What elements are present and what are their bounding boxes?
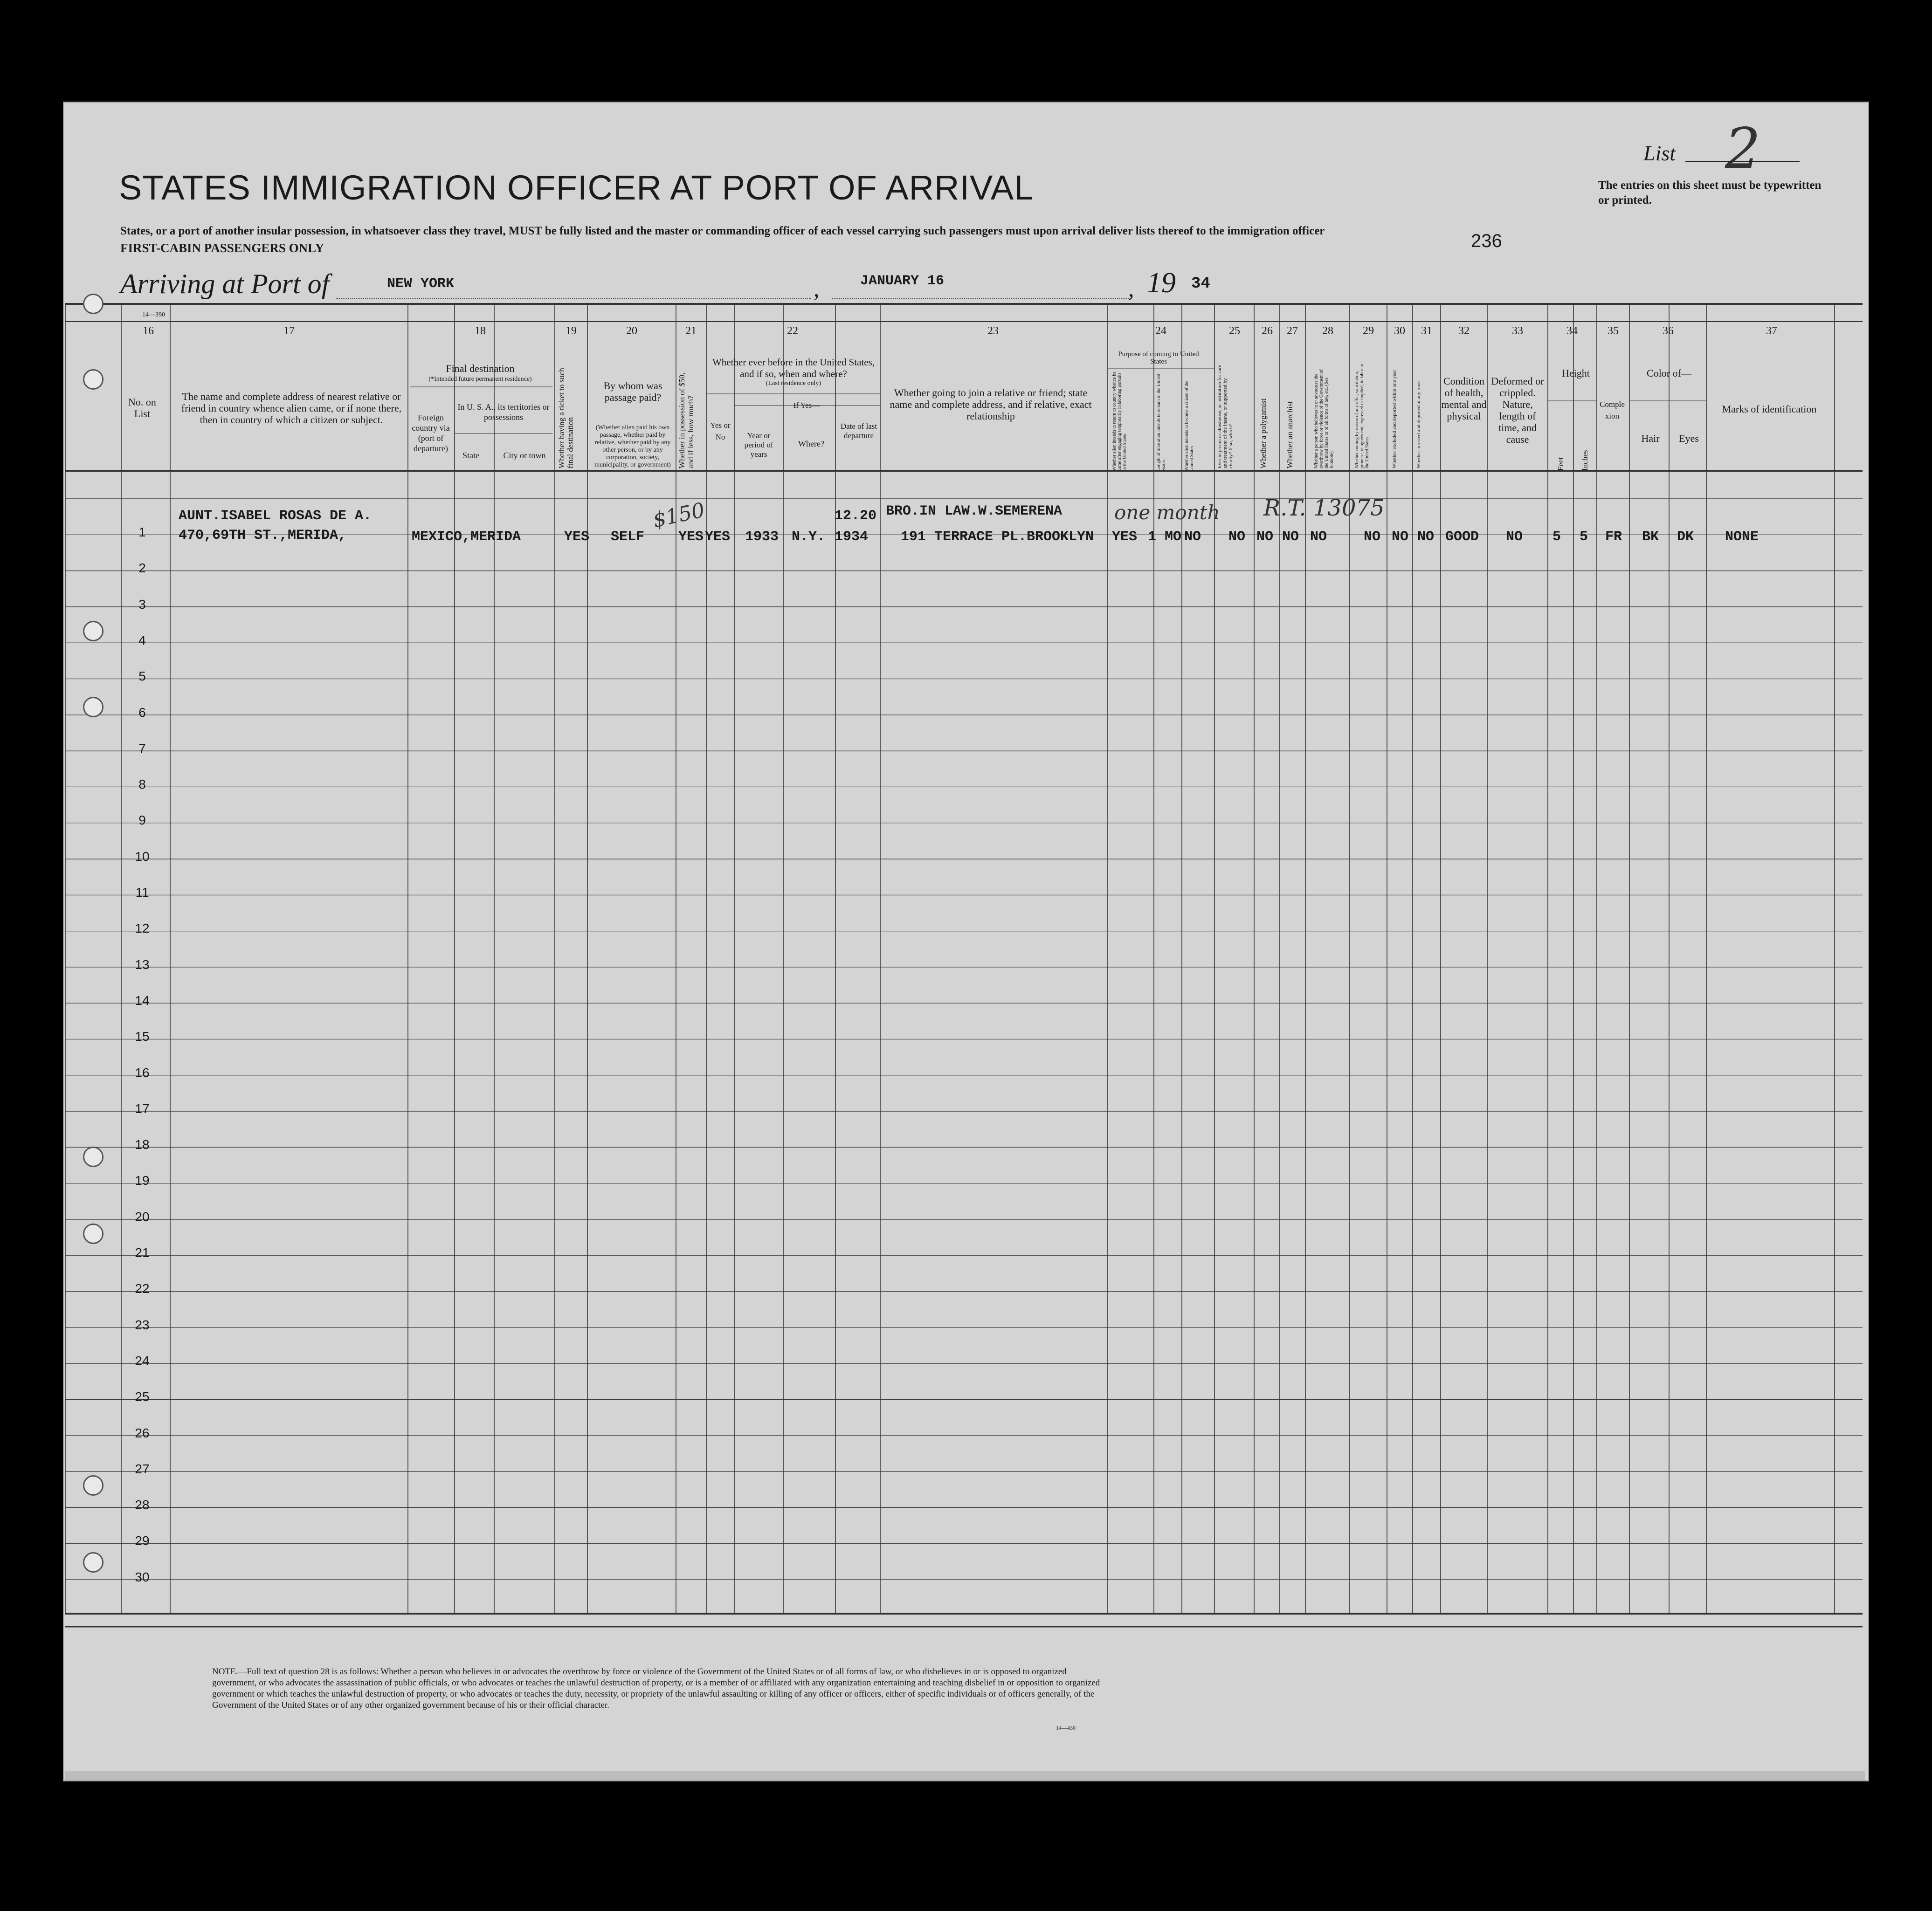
- punch-hole: [83, 1147, 104, 1167]
- row-number: 26: [135, 1425, 150, 1440]
- form-code: 14—390: [142, 311, 165, 318]
- header-deformed: Deformed or crippled. Nature, length of time, and cause: [1491, 375, 1544, 445]
- row-number: 8: [138, 777, 146, 792]
- row-number: 10: [135, 849, 150, 864]
- header-offer-labor: Whether coming by reason of any offer, solicitation, promise, or agreement, expressed or implied, to labor in the United States: [1354, 364, 1370, 468]
- year-suffix: 34: [1191, 275, 1210, 293]
- column-number: 16: [143, 325, 154, 337]
- header-become-citizen: Whether alien intends to become a citizen of the United States: [1184, 380, 1194, 471]
- row-number: 19: [135, 1173, 150, 1188]
- row-number: 9: [138, 813, 146, 828]
- column-number: 29: [1363, 325, 1374, 337]
- header-before-in-us-sub: (Last residence only): [766, 380, 821, 387]
- final-destination: MEXICO,MERIDA: [412, 529, 521, 545]
- column-number: 37: [1766, 325, 1777, 337]
- header-purpose-return: Whether alien intends to return to country whence he came after engaging temporarily in laboring pursuits in the United States: [1112, 371, 1127, 471]
- punch-hole: [83, 1552, 104, 1573]
- header-relative-address: The name and complete address of nearest relative or friend in country whence alien came, or if none there, then in country of which a citizen or subject.: [181, 391, 402, 426]
- ticket: YES: [564, 529, 590, 545]
- handwritten-reference: R.T. 13075: [1263, 495, 1385, 521]
- row-number: 1: [138, 525, 146, 539]
- list-label: List: [1643, 141, 1676, 165]
- money: YES: [678, 529, 704, 545]
- row-number: 4: [138, 632, 146, 647]
- health: GOOD: [1445, 529, 1479, 545]
- header-foreign-country: Foreign country via (port of departure): [412, 413, 450, 453]
- height-feet: 5: [1552, 529, 1561, 545]
- relative-address-line1: AUNT.ISABEL ROSAS DE A.: [179, 508, 372, 524]
- row-number: 25: [135, 1389, 150, 1404]
- header-purpose: Purpose of coming to United States: [1118, 351, 1199, 365]
- punch-hole: [83, 697, 104, 717]
- column-number: 20: [626, 325, 637, 337]
- column-number: 35: [1608, 325, 1619, 337]
- header-before-in-us: Whether ever before in the United States, and if so, when and where?: [712, 357, 875, 379]
- column-number: 28: [1322, 325, 1333, 337]
- header-inches: Inches: [1580, 450, 1589, 471]
- eyes: DK: [1677, 529, 1694, 545]
- row-number: 21: [135, 1245, 150, 1260]
- header-health: Condition of health, mental and physical: [1441, 375, 1487, 422]
- excluded: NO: [1392, 529, 1409, 545]
- footnote-form-code: 14—430: [1056, 1725, 1076, 1731]
- column-number: 21: [685, 325, 697, 337]
- header-where: Where?: [798, 439, 824, 448]
- row-number: 24: [135, 1353, 150, 1368]
- arrested: NO: [1417, 529, 1435, 545]
- date-value: JANUARY 16: [860, 273, 945, 289]
- header-prison: Ever in prison or almshouse, or institution for care and treatment of the insane, or supported by charity? If so, which?: [1217, 364, 1234, 468]
- header-in-usa: In U. S. A., its territories or possessions: [457, 402, 550, 422]
- row-number: 3: [138, 597, 146, 612]
- length-of-stay: 1 MO: [1148, 529, 1182, 545]
- sheet-instructions: The entries on this sheet must be typewritten or printed.: [1598, 179, 1822, 206]
- header-no-on-list: No. on List: [128, 396, 156, 419]
- header-marks: Marks of identification: [1722, 403, 1817, 415]
- row-number: 15: [135, 1029, 150, 1044]
- punch-hole: [83, 1475, 104, 1496]
- row-number: 17: [135, 1101, 150, 1116]
- row-number: 18: [135, 1137, 150, 1152]
- header-color-of: Color of—: [1647, 367, 1691, 379]
- column-number: 26: [1262, 325, 1273, 337]
- punch-hole: [83, 369, 104, 390]
- prison: NO: [1228, 529, 1246, 545]
- column-number: 32: [1458, 325, 1470, 337]
- row-number: 22: [135, 1281, 150, 1296]
- header-year-period: Year or period of years: [744, 431, 773, 459]
- column-number: 27: [1287, 325, 1298, 337]
- port-underline: [336, 298, 811, 299]
- joining-line1: BRO.IN LAW.W.SEMERENA: [886, 503, 1063, 519]
- column-number: 34: [1566, 325, 1578, 337]
- become-citizen: NO: [1184, 529, 1201, 545]
- height-inches: 5: [1580, 529, 1588, 545]
- cabin-class: FIRST-CABIN PASSENGERS ONLY: [120, 241, 324, 255]
- column-number: 22: [787, 325, 798, 337]
- column-number: 36: [1663, 325, 1674, 337]
- column-number: 30: [1394, 325, 1405, 337]
- row-number: 27: [135, 1461, 150, 1476]
- purpose-return: YES: [1112, 529, 1138, 545]
- header-city: City or town: [503, 451, 546, 460]
- row-number: 5: [138, 669, 146, 684]
- list-number: 2: [1725, 117, 1761, 181]
- header-fifty-dollars: Whether in possession of $50, and if less, how much?: [677, 372, 695, 468]
- length-handwritten: one month: [1114, 501, 1220, 524]
- column-number: 18: [475, 325, 486, 337]
- row-number: 6: [138, 705, 146, 720]
- port-value: NEW YORK: [387, 276, 455, 292]
- header-if-yes: If Yes—: [793, 401, 820, 410]
- money-handwritten: $150: [650, 498, 707, 533]
- deformed: NO: [1506, 529, 1523, 545]
- list-underline: [1685, 161, 1800, 162]
- hair: BK: [1642, 529, 1659, 545]
- punch-hole: [83, 1224, 104, 1244]
- departure-date-line2: 1934: [835, 529, 869, 545]
- column-number: 17: [283, 325, 295, 337]
- column-number: 31: [1421, 325, 1432, 337]
- anarchist: NO: [1282, 529, 1299, 545]
- header-feet: Feet: [1556, 457, 1565, 471]
- header-date-departure: Date of last departure: [840, 422, 877, 440]
- sheet-number: 236: [1471, 231, 1502, 251]
- polygamist: NO: [1256, 529, 1274, 545]
- joining-line2: 191 TERRACE PL.BROOKLYN: [901, 529, 1094, 545]
- header-height: Height: [1562, 367, 1590, 379]
- row-number: 11: [135, 885, 149, 900]
- header-eyes: Eyes: [1679, 433, 1699, 444]
- year-prefix: 19: [1147, 267, 1176, 299]
- column-number: 19: [566, 325, 577, 337]
- where-before: N.Y.: [792, 529, 826, 545]
- header-polygamist: Whether a polygamist: [1259, 398, 1268, 468]
- row-number: 29: [135, 1533, 150, 1548]
- column-number: 25: [1229, 325, 1240, 337]
- comma: ,: [814, 275, 820, 302]
- row-number: 16: [135, 1065, 150, 1080]
- relative-address-line2: 470,69TH ST.,MERIDA,: [179, 528, 347, 543]
- row-number: 13: [135, 957, 150, 972]
- header-overthrow: Whether a person who believes in or advocates the overthrow by force or violence of the Government of the United States or of all forms of law, etc. (See footnote): [1314, 369, 1334, 468]
- marks: NONE: [1725, 529, 1759, 545]
- footnote: NOTE.—Full text of question 28 is as follows: Whether a person who believes in or advocates the overthrow by force or violence of the Government of the United States or of all forms of law, or who disbelieves in or is opposed to organized government, or who advocates the assassination of public officials, or who advocates or teaches the unlawful destruction of property, or is a member of or affiliated with any organization entertaining and teaching disbelief in or opposition to organized government or which teaches the unlawful destruction of property, or who advocates or teaches the duty, necessity, or propriety of the unlawful assaulting or killing of any officer or officers, either of specific individuals or of officers generally, of the Government of the United States or of any other organized government because of his or their official character.: [212, 1667, 1100, 1710]
- arriving-label: Arriving at Port of: [120, 268, 330, 299]
- header-anarchist: Whether an anarchist: [1285, 401, 1294, 468]
- page-title: STATES IMMIGRATION OFFICER AT PORT OF ARRIVAL: [119, 168, 1034, 207]
- header-arrested: Whether arrested and deported at any time: [1416, 381, 1421, 468]
- comma: ,: [1128, 275, 1134, 302]
- column-number: 23: [987, 325, 999, 337]
- overthrow: NO: [1310, 529, 1327, 545]
- rule-line: States, or a port of another insular possession, in whatsoever class they travel, MUST be fully listed and the master or commanding officer of each vessel carrying such passengers must upon arrival deliver lists thereof to the immigration officer: [120, 225, 1325, 237]
- complexion: FR: [1605, 529, 1622, 545]
- row-number: 14: [135, 993, 150, 1008]
- offer-of-labor: NO: [1364, 529, 1381, 545]
- before-in-us: YES: [705, 529, 731, 545]
- header-final-destination: Final destination: [446, 363, 515, 374]
- header-hair: Hair: [1641, 433, 1660, 444]
- header-joining-relative: Whether going to join a relative or friend; state name and complete address, and if relative, exact relationship: [890, 387, 1092, 422]
- row-number: 23: [135, 1317, 150, 1332]
- column-number: 24: [1155, 325, 1166, 337]
- year-before: 1933: [745, 529, 779, 545]
- row-number: 7: [138, 741, 146, 756]
- header-passage-paid: By whom was passage paid?: [603, 380, 662, 403]
- passage-paid: SELF: [611, 529, 645, 545]
- punch-hole: [83, 621, 104, 641]
- column-number: 33: [1512, 325, 1523, 337]
- header-excluded: Whether excluded and deported within one year: [1392, 370, 1397, 468]
- departure-date-line1: 12.20: [835, 508, 877, 524]
- date-underline: [832, 298, 1131, 299]
- header-state: State: [462, 451, 479, 460]
- row-number: 30: [135, 1569, 150, 1584]
- header-yes-or-no: Yes or No: [710, 421, 731, 441]
- row-number: 12: [135, 921, 150, 936]
- row-number: 2: [138, 561, 146, 576]
- header-ticket: Whether having a ticket to such final destination: [557, 368, 575, 468]
- header-final-destination-sub: (*Intended future permanent residence): [428, 376, 532, 383]
- header-complexion: Complexion: [1600, 400, 1625, 420]
- header-passage-paid-sub: (Whether alien paid his own passage, whether paid by relative, whether paid by any other person, or by any corporation, society, municipality, or government): [594, 424, 671, 468]
- punch-hole: [83, 294, 104, 314]
- header-length-of-stay: Length of time alien intends to remain in the United States: [1156, 373, 1166, 471]
- row-number: 20: [135, 1209, 150, 1224]
- row-number: 28: [135, 1498, 150, 1512]
